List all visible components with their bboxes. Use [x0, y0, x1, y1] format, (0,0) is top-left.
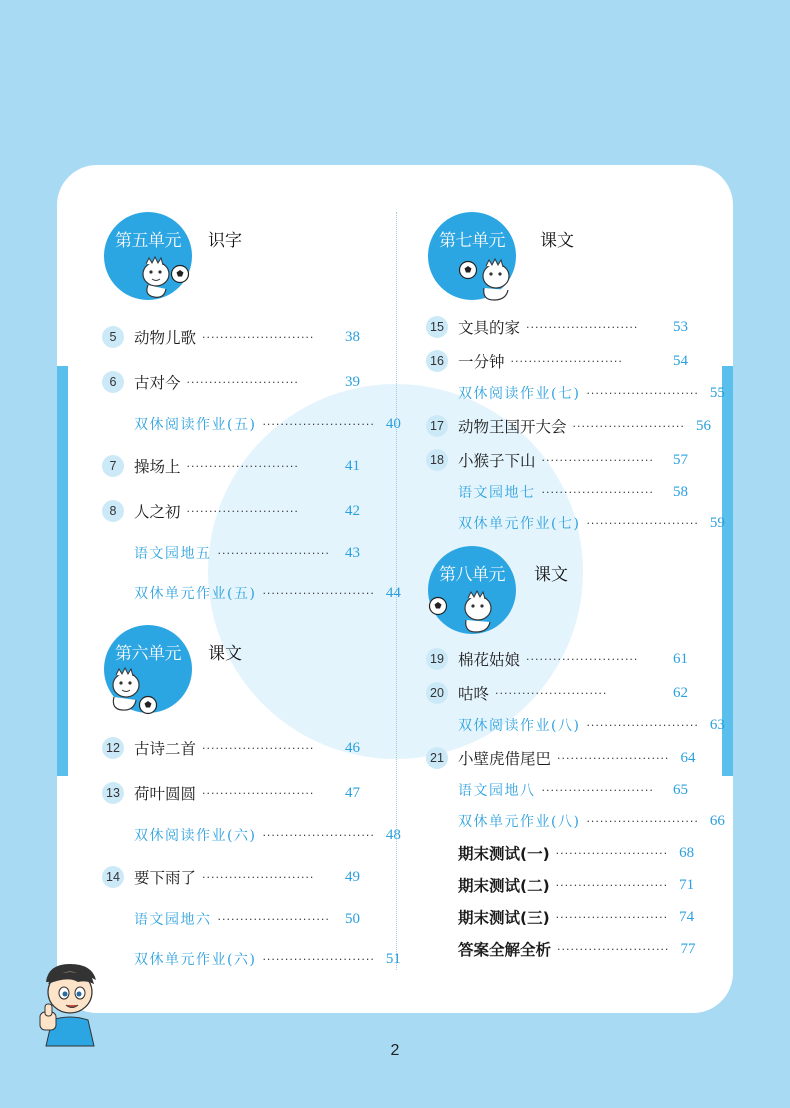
toc-row[interactable] — [426, 906, 695, 928]
leader-dots: ························· — [262, 417, 375, 431]
lesson-title: 语文园地八 — [458, 783, 536, 799]
page-ref: 61 — [673, 650, 688, 667]
toc-row[interactable] — [102, 371, 360, 393]
lesson-title: 期末测试(三) — [458, 909, 550, 927]
leader-dots: ························· — [202, 786, 315, 800]
side-tab-right — [722, 366, 733, 776]
leader-dots: ························· — [586, 718, 699, 732]
leader-dots: ························· — [586, 516, 699, 530]
lesson-number-badge: 15 — [426, 316, 448, 338]
leader-dots: ························· — [202, 741, 315, 755]
lesson-title: 期末测试(二) — [458, 877, 550, 895]
lesson-title: 双休阅读作业(六) — [134, 828, 257, 844]
toc-row[interactable] — [426, 779, 688, 801]
page-ref: 43 — [345, 544, 360, 561]
unit-5-label: 第五单元 — [115, 231, 181, 251]
toc-row[interactable] — [102, 908, 360, 930]
page-ref: 42 — [345, 502, 360, 519]
toc-row[interactable] — [102, 737, 360, 759]
page-ref: 38 — [345, 328, 360, 345]
lesson-number-badge: 12 — [102, 737, 124, 759]
page-ref: 64 — [680, 749, 696, 766]
page-ref: 46 — [345, 739, 360, 756]
toc-row[interactable] — [102, 948, 401, 970]
lesson-title: 要下雨了 — [134, 869, 197, 887]
page-ref: 53 — [673, 318, 688, 335]
page-ref: 44 — [385, 584, 401, 601]
lesson-title: 语文园地五 — [134, 546, 212, 562]
toc-row[interactable] — [426, 316, 688, 338]
page-ref: 71 — [679, 876, 695, 893]
toc-row[interactable] — [426, 810, 725, 832]
page-ref: 74 — [679, 908, 695, 925]
toc-row[interactable] — [426, 682, 688, 704]
lesson-title: 棉花姑娘 — [458, 651, 521, 669]
lesson-number-badge: 13 — [102, 782, 124, 804]
lesson-number-badge: 8 — [102, 500, 124, 522]
leader-dots: ························· — [202, 870, 315, 884]
unit-7-label: 第七单元 — [439, 231, 505, 251]
lesson-title: 荷叶圆圆 — [134, 785, 197, 803]
lesson-title: 操场上 — [134, 458, 181, 476]
page-ref: 58 — [673, 483, 688, 500]
leader-dots: ························· — [217, 546, 330, 560]
soccer-ball-icon — [428, 596, 448, 616]
lesson-title: 古诗二首 — [134, 740, 197, 758]
toc-row[interactable] — [426, 449, 688, 471]
unit-6-subtitle: 课文 — [208, 644, 242, 664]
toc-row[interactable] — [102, 455, 360, 477]
leader-dots: ························· — [186, 459, 299, 473]
page-ref: 51 — [385, 950, 401, 967]
lesson-title: 期末测试(一) — [458, 845, 550, 863]
toc-row[interactable] — [426, 648, 688, 670]
lesson-number-badge: 19 — [426, 648, 448, 670]
leader-dots: ························· — [555, 846, 669, 860]
unit-8-label: 第八单元 — [439, 565, 505, 585]
lesson-number-badge: 20 — [426, 682, 448, 704]
lesson-number-badge: 21 — [426, 747, 448, 769]
leader-dots: ························· — [557, 751, 670, 765]
toc-row[interactable] — [426, 714, 725, 736]
leader-dots: ························· — [217, 912, 330, 926]
page-ref: 57 — [673, 451, 688, 468]
lesson-number-badge: 18 — [426, 449, 448, 471]
page-ref: 66 — [709, 812, 725, 829]
toc-row[interactable] — [426, 481, 688, 503]
leader-dots: ························· — [541, 485, 654, 499]
leader-dots: ························· — [526, 652, 639, 666]
lesson-title: 小猴子下山 — [458, 452, 536, 470]
leader-dots: ························· — [555, 878, 669, 892]
lesson-title: 咕咚 — [458, 685, 490, 703]
lesson-title: 古对今 — [134, 374, 181, 392]
toc-row[interactable] — [102, 866, 360, 888]
page-ref: 40 — [385, 415, 401, 432]
lesson-number-badge: 14 — [102, 866, 124, 888]
lesson-number-badge: 5 — [102, 326, 124, 348]
page-ref: 48 — [385, 826, 401, 843]
unit-6-label: 第六单元 — [115, 644, 181, 664]
page-ref: 55 — [709, 384, 725, 401]
lesson-number-badge: 7 — [102, 455, 124, 477]
soccer-ball-icon — [170, 264, 190, 284]
leader-dots: ························· — [555, 910, 669, 924]
leader-dots: ························· — [541, 453, 654, 467]
page-ref: 68 — [679, 844, 695, 861]
leader-dots: ························· — [586, 814, 699, 828]
leader-dots: ························· — [202, 330, 315, 344]
leader-dots: ························· — [557, 942, 670, 956]
lesson-title: 人之初 — [134, 503, 181, 521]
lesson-title: 双休阅读作业(七) — [458, 386, 581, 402]
side-tab-left — [57, 366, 68, 776]
leader-dots: ························· — [262, 828, 375, 842]
page-ref: 77 — [680, 940, 696, 957]
lesson-title: 文具的家 — [458, 319, 521, 337]
boy-thumbs-up-icon — [38, 960, 104, 1046]
leader-dots: ························· — [495, 686, 608, 700]
leader-dots: ························· — [262, 952, 375, 966]
toc-row[interactable] — [102, 542, 360, 564]
lesson-title: 小壁虎借尾巴 — [458, 750, 552, 768]
toc-row[interactable] — [426, 747, 696, 769]
lesson-number-badge: 17 — [426, 415, 448, 437]
page-ref: 65 — [673, 781, 688, 798]
leader-dots: ························· — [526, 320, 639, 334]
lesson-title: 语文园地七 — [458, 485, 536, 501]
lesson-title: 动物王国开大会 — [458, 418, 567, 436]
unit-8-subtitle: 课文 — [534, 565, 568, 585]
unit-5-subtitle: 识字 — [208, 231, 242, 251]
lesson-number-badge: 6 — [102, 371, 124, 393]
unit-7-subtitle: 课文 — [540, 231, 574, 251]
page-ref: 63 — [709, 716, 725, 733]
leader-dots: ························· — [541, 783, 654, 797]
soccer-ball-icon — [458, 260, 478, 280]
toc-row[interactable] — [426, 415, 711, 437]
page-ref: 50 — [345, 910, 360, 927]
page-ref: 62 — [673, 684, 688, 701]
page-ref: 54 — [673, 352, 688, 369]
page-ref: 41 — [345, 457, 360, 474]
toc-row[interactable] — [426, 350, 688, 372]
lesson-title: 语文园地六 — [134, 912, 212, 928]
toc-row[interactable] — [426, 842, 695, 864]
leader-dots: ························· — [572, 419, 685, 433]
toc-row[interactable] — [426, 382, 725, 404]
lesson-number-badge: 16 — [426, 350, 448, 372]
dinosaur-mascot-icon — [456, 590, 502, 636]
page-ref: 59 — [709, 514, 725, 531]
lesson-title: 一分钟 — [458, 353, 505, 371]
lesson-title: 双休单元作业(五) — [134, 586, 257, 602]
leader-dots: ························· — [186, 504, 299, 518]
toc-row[interactable] — [426, 512, 725, 534]
page-ref: 56 — [695, 417, 711, 434]
lesson-title: 动物儿歌 — [134, 329, 197, 347]
toc-row[interactable] — [102, 413, 401, 435]
soccer-ball-icon — [138, 695, 158, 715]
leader-dots: ························· — [262, 586, 375, 600]
page-number: 2 — [390, 1042, 400, 1059]
page-ref: 47 — [345, 784, 360, 801]
toc-row[interactable] — [102, 326, 360, 348]
toc-row[interactable] — [426, 938, 696, 960]
lesson-title: 双休单元作业(六) — [134, 952, 257, 968]
lesson-title: 双休阅读作业(五) — [134, 417, 257, 433]
page-ref: 49 — [345, 868, 360, 885]
dinosaur-mascot-icon — [472, 258, 522, 304]
toc-row[interactable] — [102, 500, 360, 522]
toc-row[interactable] — [102, 782, 360, 804]
leader-dots: ························· — [586, 386, 699, 400]
page-ref: 39 — [345, 373, 360, 390]
lesson-title: 双休阅读作业(八) — [458, 718, 581, 734]
leader-dots: ························· — [186, 375, 299, 389]
leader-dots: ························· — [510, 354, 623, 368]
toc-row[interactable] — [102, 824, 401, 846]
lesson-title: 答案全解全析 — [458, 941, 552, 959]
lesson-title: 双休单元作业(八) — [458, 814, 581, 830]
lesson-title: 双休单元作业(七) — [458, 516, 581, 532]
toc-row[interactable] — [426, 874, 695, 896]
toc-row[interactable] — [102, 582, 401, 604]
